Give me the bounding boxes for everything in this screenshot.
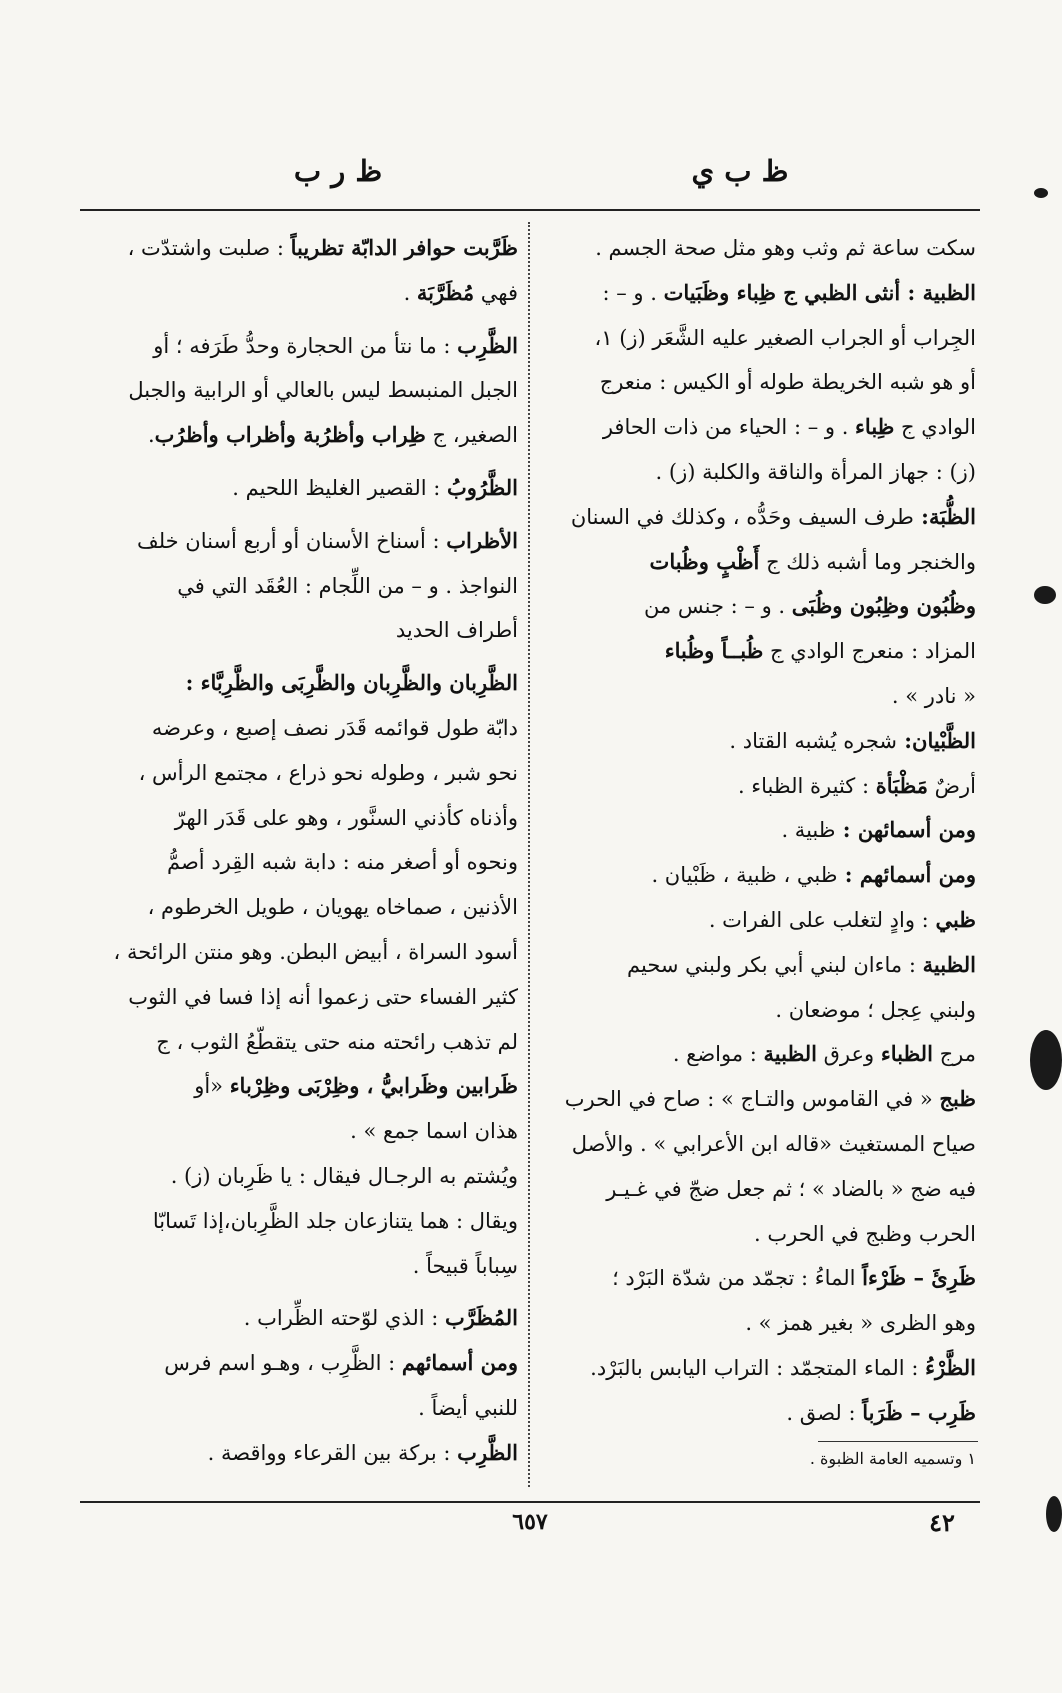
top-rule <box>80 209 980 211</box>
definition-text: : لصق . <box>786 1400 863 1425</box>
text-line <box>80 368 518 413</box>
definition-text: صياح المستغيث «قاله ابن الأعرابي » . والأصل <box>571 1131 976 1156</box>
text-line <box>80 796 518 841</box>
definition-text: الجبل المنبسط ليس بالعالي أو الرابية والجبل <box>128 378 518 403</box>
headword: الظبية <box>922 951 976 977</box>
headword: مَظْبَأة <box>875 772 928 798</box>
definition-text: الجِراب أو الجراب الصغير عليه الشَّعَر (ز) ١، <box>594 325 976 350</box>
headword: الظَّرِب <box>457 332 518 358</box>
text-line <box>80 1154 518 1199</box>
definition-text: . و – : <box>602 280 664 305</box>
headword: وظُبُون وظِبُون وظُبَى <box>791 593 976 619</box>
definition-text: « في القاموس والتـاج » : صاح في الحرب <box>564 1087 940 1112</box>
definition-text: أو هو شبه الخريطة طوله أو الكيس : منعرج <box>599 370 976 395</box>
text-line <box>540 360 976 405</box>
text-line <box>80 706 518 751</box>
headword: ظِراب وأظرُبة وأظراب وأظرُب <box>154 422 426 448</box>
definition-text: : أسناخ الأسنان أو أربع أسنان خلف <box>136 528 447 553</box>
text-line <box>540 316 976 361</box>
column-divider <box>528 222 530 1487</box>
definition-text: وهو الظرى « بغير همز » . <box>745 1311 976 1336</box>
left-column <box>80 226 518 1476</box>
definition-text: الحرب وظبج في الحرب . <box>754 1221 976 1246</box>
right-column <box>540 226 976 1436</box>
definition-text: ظبية . <box>781 818 836 843</box>
text-line <box>80 324 518 369</box>
text-line <box>80 1296 518 1341</box>
definition-text: الماءُ : تجمّد من شدّة البَرْد ؛ <box>612 1266 863 1291</box>
headword: ومن أسمائهم : <box>837 862 976 888</box>
bottom-rule <box>80 1501 980 1503</box>
text-line <box>540 898 976 943</box>
definition-text: والخنجر وما أشبه ذلك ج <box>759 549 976 574</box>
headword: الظَّرِب <box>457 1439 518 1465</box>
headword: ظِباء <box>855 414 895 440</box>
definition-text: لم تذهب رائحته منه حتى يتقطّعُ الثوب ، ج <box>156 1029 518 1054</box>
definition-text: (ز) : جهاز المرأة والناقة والكلبة (ز) . <box>655 459 976 484</box>
definition-text: وعرق <box>816 1042 881 1067</box>
text-line <box>80 271 518 316</box>
definition-text: هذان اسما جمع » . <box>350 1119 518 1144</box>
footnote: ١ وتسميه العامة الظبوة . <box>809 1449 976 1468</box>
definition-text: سكت ساعة ثم وثب وهو مثل صحة الجسم . <box>595 236 976 260</box>
definition-text: : القصير الغليظ اللحيم . <box>232 475 448 500</box>
definition-text: «أو <box>194 1074 230 1099</box>
definition-text: : كثيرة الظباء . <box>737 773 876 798</box>
text-line <box>540 1301 976 1346</box>
entry-gap <box>80 1288 518 1296</box>
definition-text: . <box>403 280 417 305</box>
headword: ظبي <box>935 906 976 932</box>
left-column-header: ظ ر ب <box>293 154 383 188</box>
text-line <box>80 226 518 271</box>
scan-smudge <box>1034 188 1048 198</box>
text-line <box>80 885 518 930</box>
text-line <box>80 1244 518 1289</box>
definition-text: : الظَّرِب ، وهـو اسم فرس <box>164 1351 402 1376</box>
text-line <box>80 840 518 885</box>
headword: ظَرَّبت حوافر الدابّة تظريباً <box>290 235 518 260</box>
headword: الظَّرْءُ <box>925 1354 976 1380</box>
headword: الظبية <box>763 1041 817 1067</box>
entry-gap <box>80 458 518 466</box>
headword: ظُبــاً وظُباء <box>664 638 764 664</box>
text-line <box>540 808 976 853</box>
definition-text: المزاد : منعرج الوادي ج <box>763 639 976 664</box>
text-line <box>540 853 976 898</box>
text-line <box>540 405 976 450</box>
definition-text: شجره يُشبه القتاد . <box>729 728 897 753</box>
footnote-rule <box>818 1441 978 1442</box>
scan-smudge <box>1034 586 1056 604</box>
entry-gap <box>80 653 518 661</box>
scan-smudge <box>1030 1030 1062 1090</box>
text-line <box>540 764 976 809</box>
text-line <box>80 1199 518 1244</box>
definition-text: : ما نتأ من الحجارة وحدُّ طَرَفه ؛ أو <box>153 333 458 358</box>
headword: ظَرِئَ – ظَرْءاً <box>862 1265 976 1291</box>
text-line <box>540 226 976 271</box>
definition-text: : بركة بين القرعاء وواقصة . <box>207 1440 458 1465</box>
text-line <box>540 1346 976 1391</box>
text-line <box>540 540 976 585</box>
entry-gap <box>80 511 518 519</box>
text-line <box>540 674 976 719</box>
definition-text: كثير الفساء حتى زعموا أنه إذا فسا في الثوب <box>128 984 518 1009</box>
text-line <box>540 629 976 674</box>
definition-text: أسود السراة ، أبيض البطن. وهو منتن الرائحة ، <box>113 939 518 964</box>
text-line <box>540 719 976 764</box>
text-line <box>540 1167 976 1212</box>
definition-text: فهي <box>474 280 518 305</box>
text-line <box>540 584 976 629</box>
headword: المُظَرَّب <box>445 1305 518 1331</box>
text-line <box>540 271 976 316</box>
definition-text: ويقال : هما يتنازعان جلد الظَّرِبان،إذا تَسابّا <box>152 1208 518 1233</box>
headword: الظباء <box>880 1041 933 1067</box>
text-line <box>80 661 518 706</box>
headword: الظبية : أنثى الظبي ج ظِباء وظَبَيات <box>663 279 976 305</box>
definition-text: الأذنين ، صماخاه يهويان ، طويل الخرطوم ، <box>147 895 518 920</box>
definition-text: « نادر » . <box>891 683 976 708</box>
headword: أَظْبٍ وظُبات <box>649 548 760 574</box>
definition-text: الوادي ج <box>894 415 976 440</box>
text-line <box>540 1032 976 1077</box>
text-line <box>80 519 518 564</box>
definition-text: : صلبت واشتدّت ، <box>127 236 291 260</box>
definition-text: . <box>147 423 155 448</box>
definition-text: . و – : جنس من <box>643 594 792 619</box>
headword: الظُّبَة: <box>913 503 976 529</box>
headword: الأظراب <box>446 527 518 553</box>
definition-text: . و – : الحياء من ذات الحافر <box>602 415 856 440</box>
text-line <box>80 751 518 796</box>
text-line <box>80 1064 518 1109</box>
definition-text: : وادٍ لتغلب على الفرات . <box>708 907 936 932</box>
definition-text: فيه ضج « بالضاد » ؛ ثم جعل ضجّ في غـيـر <box>606 1176 976 1201</box>
text-line <box>80 975 518 1020</box>
headword: الظَّبْيان: <box>896 727 976 753</box>
text-line <box>80 1109 518 1154</box>
text-line <box>540 450 976 495</box>
definition-text: الصغير، ج <box>425 423 518 448</box>
definition-text: ونحوه أو أصغر منه : دابة شبه القِرد أصمُّ <box>167 850 518 875</box>
text-line <box>80 1341 518 1386</box>
page-number-right: ٤٢ <box>929 1508 955 1537</box>
text-line <box>540 988 976 1033</box>
headword: مُظَرَّبَة <box>416 279 475 305</box>
definition-text: للنبي أيضاً . <box>418 1395 518 1420</box>
definition-text: ولبني عِجل ؛ موضعان . <box>775 997 976 1022</box>
text-line <box>540 1122 976 1167</box>
text-line <box>540 943 976 988</box>
definition-text: أطراف الحديد <box>395 618 518 643</box>
definition-text: طرف السيف وحَدُّه ، وكذلك في السنان <box>570 504 914 529</box>
text-line <box>80 1386 518 1431</box>
right-column-header: ظ ب ي <box>691 154 789 188</box>
text-line <box>540 1077 976 1122</box>
text-line <box>80 608 518 653</box>
definition-text: سِباباً قبيحاً . <box>412 1253 518 1278</box>
definition-text: دابّة طول قوائمه قَدَر نصف إصبع ، وعرضه <box>151 715 518 740</box>
headword: ومن أسمائهم <box>401 1350 518 1376</box>
text-line <box>540 495 976 540</box>
definition-text: : مواضع . <box>672 1042 764 1067</box>
text-line <box>80 466 518 511</box>
text-line <box>80 564 518 609</box>
headword: ظَرابين وظَرابيُّ ، وظِرْبَى وظِرْباء <box>229 1073 518 1099</box>
definition-text: نحو شبر ، وطوله نحو ذراع ، مجتمع الرأس ، <box>138 760 518 785</box>
text-line <box>80 1020 518 1065</box>
headword: ظبج <box>939 1086 976 1112</box>
definition-text: : الماء المتجمّد : التراب اليابس بالبَرْد. <box>590 1355 926 1380</box>
definition-text: : الذي لوّحته الظِّراب . <box>243 1306 446 1331</box>
scan-smudge <box>1046 1496 1062 1532</box>
headword: الظَّرُوبُ <box>447 474 518 500</box>
definition-text: ويُشتم به الرجـال فيقال : يا ظَرِبان (ز) . <box>170 1163 518 1188</box>
text-line <box>80 413 518 458</box>
definition-text: وأذناه كأذني السنَّور ، وهو على قَدَر الهرّ <box>174 805 518 830</box>
text-line <box>540 1256 976 1301</box>
text-line <box>80 930 518 975</box>
definition-text: النواجذ . و – من اللِّجام : العُقَد التي في <box>177 573 518 598</box>
headword: ظَرِب – ظَرَباً <box>862 1399 976 1425</box>
definition-text: أرضٌ <box>927 773 976 798</box>
text-line <box>540 1391 976 1436</box>
text-line <box>540 1212 976 1257</box>
page-number-left: ٦٥٧ <box>512 1509 548 1535</box>
text-line <box>80 1431 518 1476</box>
definition-text: : ماءان لبني أبي بكر ولبني سحيم <box>627 952 923 977</box>
entry-gap <box>80 316 518 324</box>
headword: ومن أسمائهن : <box>835 817 976 843</box>
headword: الظَّرِبان والظَّرِبان والظَّرِبَى والظَّرِبَّاء : <box>185 670 518 696</box>
definition-text: ظبي ، ظبية ، ظَبْيان . <box>651 863 838 888</box>
definition-text: مرج <box>932 1042 976 1067</box>
